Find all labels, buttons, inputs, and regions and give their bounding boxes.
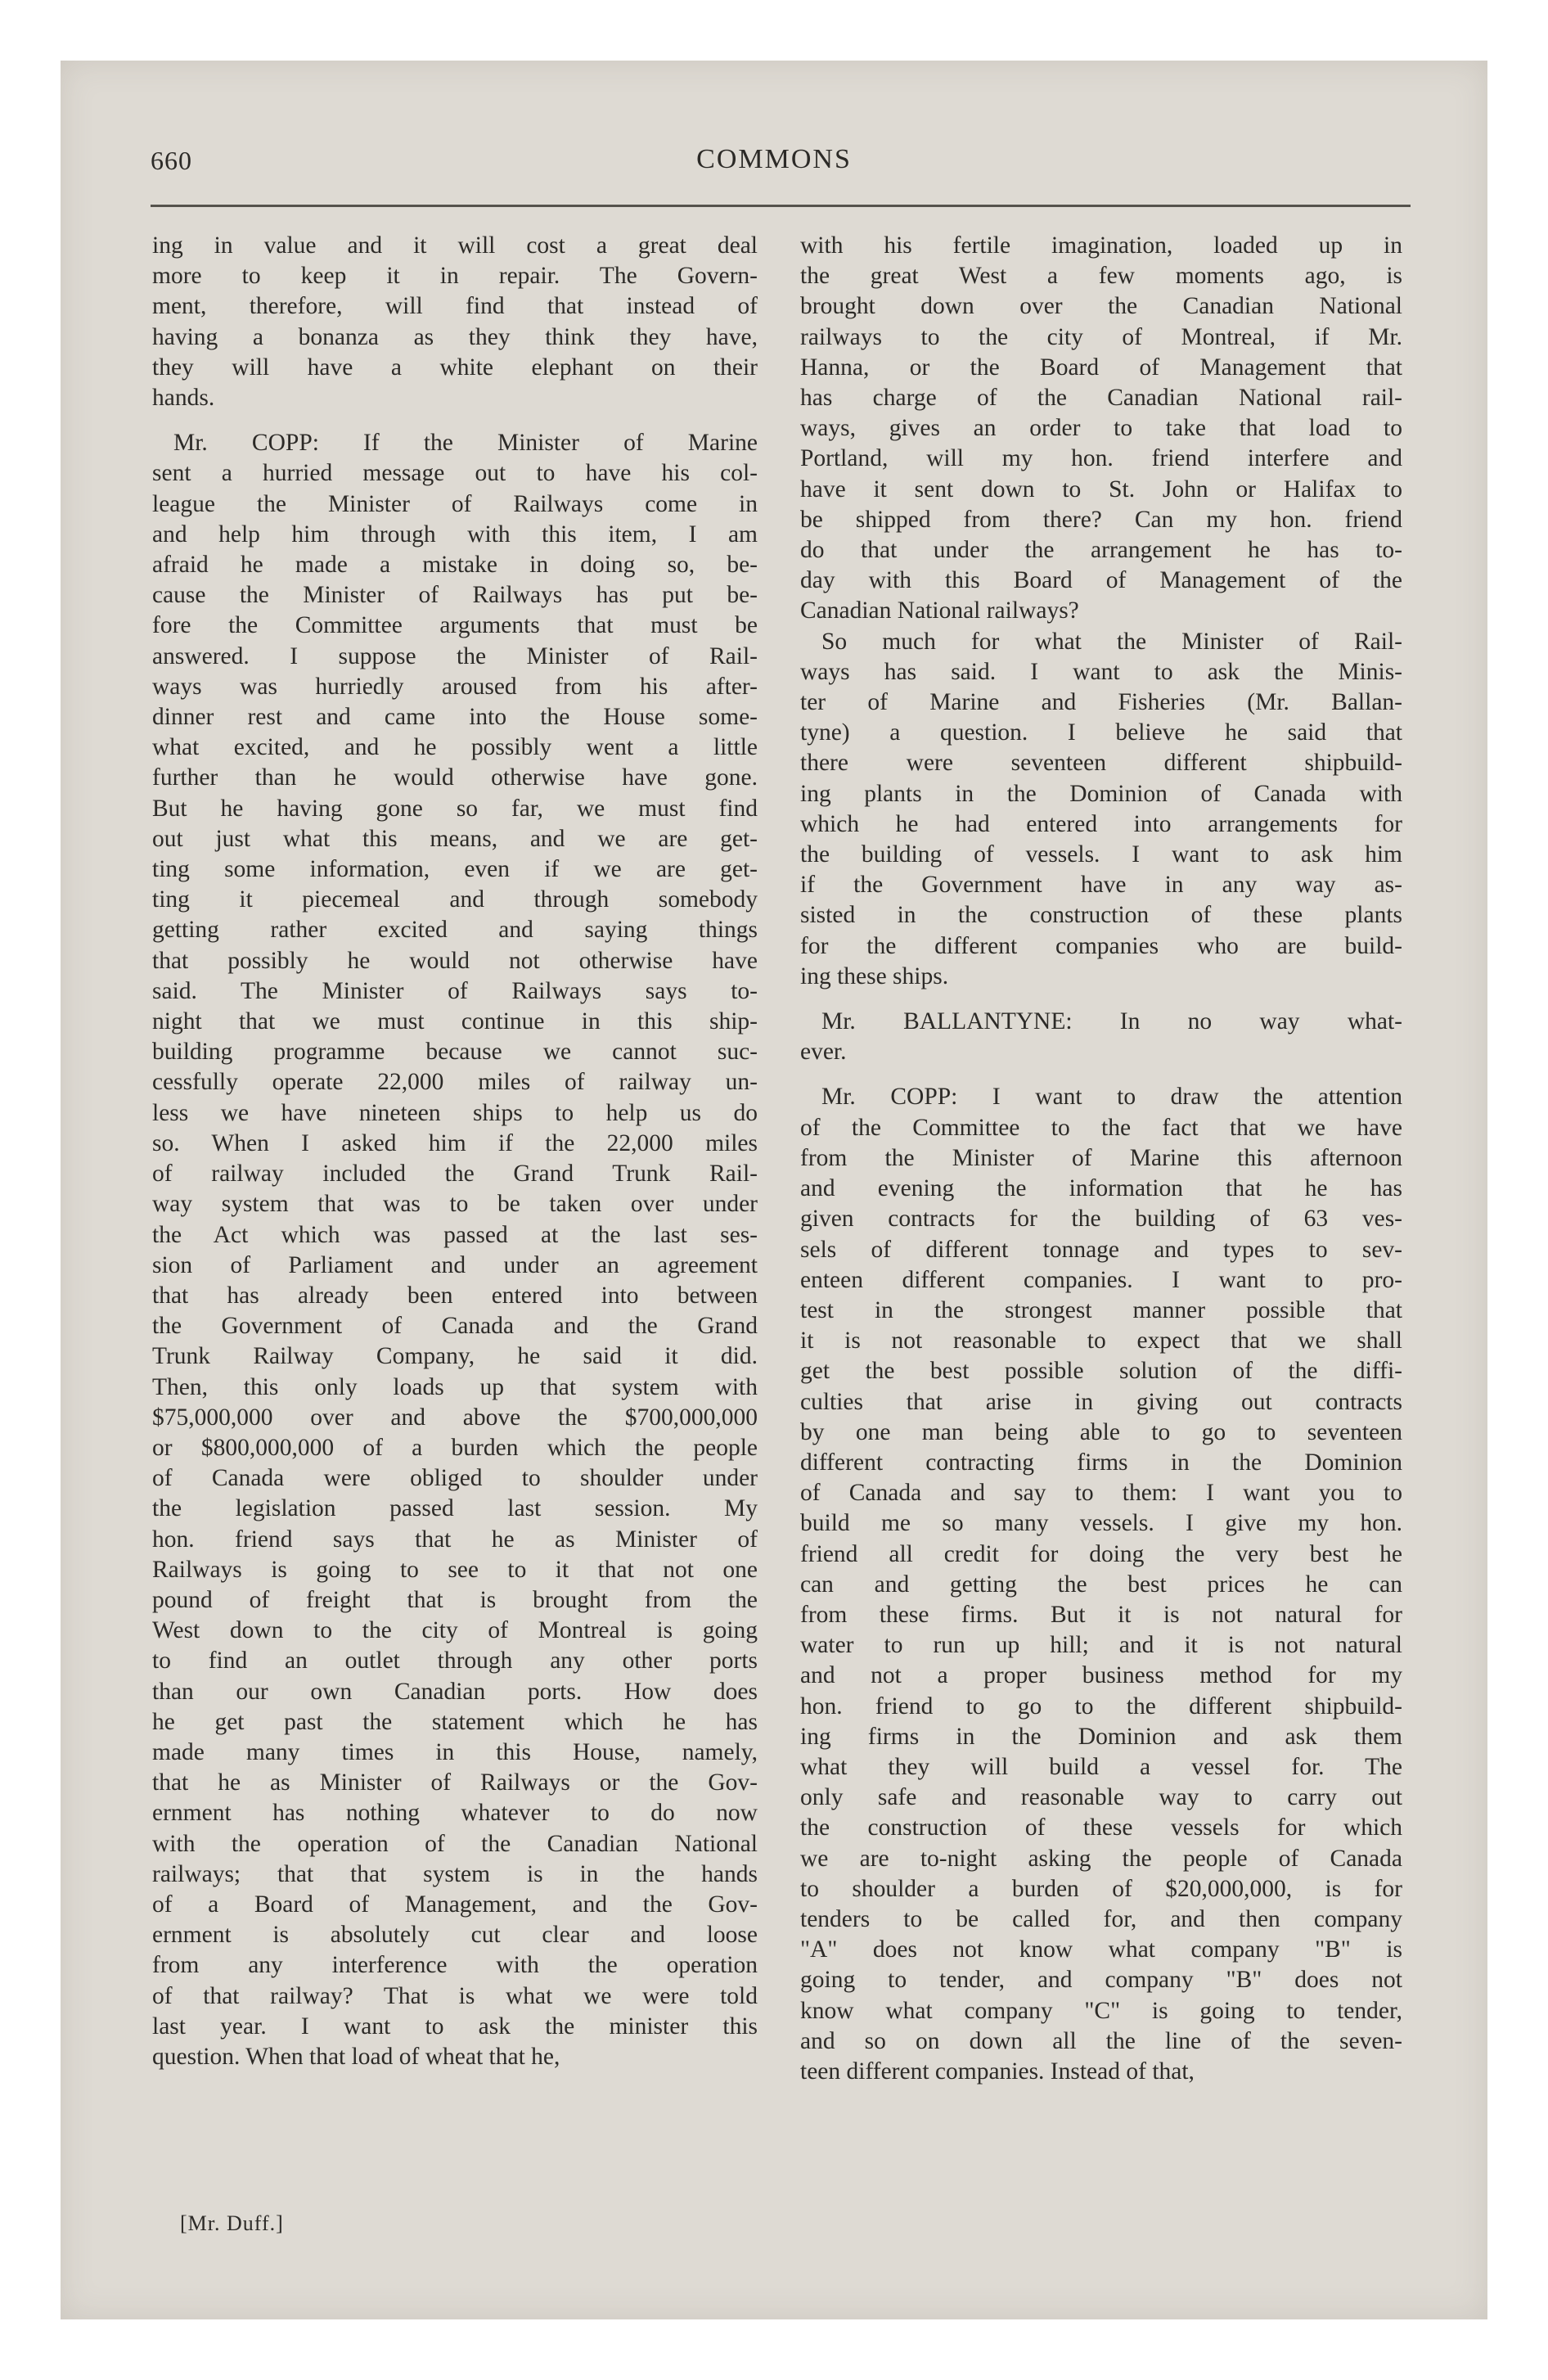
text-line: So much for what the Minister of Rail- [821, 628, 1402, 655]
right-column [800, 231, 1402, 2087]
text-line: we are to-night asking the people of Canada [800, 1845, 1402, 1872]
text-line: cessfully operate 22,000 miles of railway un- [152, 1069, 758, 1096]
text-line: Trunk Railway Company, he said it did. [152, 1343, 758, 1370]
text-line: Mr. COPP: I want to draw the attention [821, 1084, 1402, 1111]
text-line: day with this Board of Management of the [800, 567, 1402, 594]
text-line: get the best possible solution of the diffi- [800, 1358, 1402, 1385]
text-line: do that under the arrangement he has to- [800, 537, 1402, 564]
text-line: ter of Marine and Fisheries (Mr. Ballan- [800, 689, 1402, 716]
text-line: they will have a white elephant on their [152, 354, 758, 381]
text-line: than our own Canadian ports. How does [152, 1678, 758, 1705]
text-line: of Canada and say to them: I want you to [800, 1480, 1402, 1507]
text-line: ting some information, even if we are get- [152, 856, 758, 883]
page-number: 660 [151, 146, 192, 175]
text-line: hon. friend to go to the different shipbuild- [800, 1693, 1402, 1720]
text-line: of Canada were obliged to shoulder under [152, 1465, 758, 1492]
text-line: question. When that load of wheat that he, [152, 2043, 560, 2070]
paragraph-gap [152, 413, 758, 428]
text-line: West down to the city of Montreal is going [152, 1617, 758, 1644]
text-line: the Government of Canada and the Grand [152, 1313, 758, 1340]
text-line: less we have nineteen ships to help us do [152, 1099, 758, 1126]
text-line: from the Minister of Marine this afternoon [800, 1144, 1402, 1171]
text-line: of the Committee to the fact that we have [800, 1114, 1402, 1141]
text-line: sion of Parliament and under an agreement [152, 1251, 758, 1278]
text-line: ment, therefore, will find that instead of [152, 293, 758, 320]
text-line: "A" does not know what company "B" is [800, 1936, 1402, 1963]
header-rule [151, 205, 1411, 207]
text-line: and help him through with this item, I am [152, 521, 758, 548]
text-line: said. The Minister of Railways says to- [152, 977, 758, 1004]
text-line: and not a proper business method for my [800, 1662, 1402, 1689]
text-line: Mr. BALLANTYNE: In no way what- [821, 1008, 1402, 1035]
text-line: ing firms in the Dominion and ask them [800, 1723, 1402, 1750]
text-line: But he having gone so far, we must find [152, 795, 758, 822]
text-line: ting it piecemeal and through somebody [152, 886, 758, 913]
text-line: know what company "C" is going to tender, [800, 1997, 1402, 2024]
text-line: culties that arise in giving out contracts [800, 1388, 1402, 1415]
text-line: building programme because we cannot suc- [152, 1039, 758, 1066]
text-line: have it sent down to St. John or Halifax to [800, 476, 1402, 503]
speaker-reference: [Mr. Duff.] [180, 2211, 284, 2235]
text-line: dinner rest and came into the House some- [152, 704, 758, 731]
text-line: brought down over the Canadian National [800, 293, 1402, 320]
text-line: it is not reasonable to expect that we shall [800, 1327, 1402, 1355]
text-line: with his fertile imagination, loaded up in [800, 232, 1402, 259]
text-line: getting rather excited and saying things [152, 917, 758, 944]
text-line: pound of freight that is brought from the [152, 1586, 758, 1613]
text-line: way system that was to be taken over under [152, 1191, 758, 1218]
text-line: the legislation passed last session. My [152, 1495, 758, 1522]
text-line: only safe and reasonable way to carry out [800, 1784, 1402, 1811]
text-line: railways to the city of Montreal, if Mr. [800, 323, 1402, 350]
text-line: hands. [152, 385, 215, 412]
text-line: if the Government have in any way as- [800, 872, 1402, 899]
text-line: ing plants in the Dominion of Canada with [800, 780, 1402, 807]
text-line: by one man being able to go to seventeen [800, 1418, 1402, 1445]
text-line: ways, gives an order to take that load to [800, 415, 1402, 442]
text-line: cause the Minister of Railways has put be- [152, 582, 758, 609]
text-line: last year. I want to ask the minister this [152, 2013, 758, 2040]
text-line: fore the Committee arguments that must be [152, 612, 758, 639]
text-line: enteen different companies. I want to pro- [800, 1266, 1402, 1293]
text-line: given contracts for the building of 63 ves- [800, 1206, 1402, 1233]
text-line: and evening the information that he has [800, 1175, 1402, 1202]
text-line: and so on down all the line of the seven- [800, 2027, 1402, 2054]
text-line: or $800,000,000 of a burden which the people [152, 1434, 758, 1461]
text-line: different contracting firms in the Dominion [800, 1449, 1402, 1476]
text-line: Portland, will my hon. friend interfere and [800, 445, 1402, 472]
text-line: to shoulder a burden of $20,000,000, is for [800, 1875, 1402, 1902]
text-line: build me so many vessels. I give my hon. [800, 1510, 1402, 1537]
text-line: from these firms. But it is not natural for [800, 1601, 1402, 1628]
paragraph-gap [800, 992, 1402, 1007]
text-line: made many times in this House, namely, [152, 1738, 758, 1765]
text-line: having a bonanza as they think they have, [152, 323, 758, 350]
text-line: has charge of the Canadian National rail- [800, 385, 1402, 412]
text-line: ing in value and it will cost a great deal [152, 232, 758, 259]
text-line: water to run up hill; and it is not natural [800, 1632, 1402, 1659]
text-line: ways was hurriedly aroused from his after- [152, 673, 758, 700]
text-line: the construction of these vessels for which [800, 1814, 1402, 1841]
text-line: Hanna, or the Board of Management that [800, 354, 1402, 381]
text-line: tyne) a question. I believe he said that [800, 719, 1402, 746]
text-line: from any interference with the operation [152, 1952, 758, 1979]
text-line: what excited, and he possibly went a little [152, 734, 758, 761]
text-line: be shipped from there? Can my hon. friend [800, 506, 1402, 533]
text-line: Railways is going to see to it that not one [152, 1556, 758, 1583]
text-line: to find an outlet through any other ports [152, 1648, 758, 1675]
text-line: Canadian National railways? [800, 597, 1079, 624]
text-line: there were seventeen different shipbuild- [800, 750, 1402, 777]
text-line: league the Minister of Railways come in [152, 490, 758, 517]
text-line: ernment is absolutely cut clear and loose [152, 1922, 758, 1949]
text-line: sisted in the construction of these plants [800, 902, 1402, 929]
text-line: ever. [800, 1039, 847, 1066]
text-line: sels of different tonnage and types to sev- [800, 1236, 1402, 1263]
text-line: that possibly he would not otherwise have [152, 947, 758, 974]
text-line: night that we must continue in this ship- [152, 1008, 758, 1035]
text-line: of railway included the Grand Trunk Rail- [152, 1161, 758, 1188]
text-line: afraid he made a mistake in doing so, be- [152, 552, 758, 579]
text-line: $75,000,000 over and above the $700,000,000 [152, 1404, 758, 1431]
left-column [152, 231, 758, 2072]
text-line: tenders to be called for, and then company [800, 1905, 1402, 1932]
text-line: the great West a few moments ago, is [800, 263, 1402, 290]
text-line: so. When I asked him if the 22,000 miles [152, 1129, 758, 1156]
text-line: can and getting the best prices he can [800, 1571, 1402, 1598]
text-line: more to keep it in repair. The Govern- [152, 263, 758, 290]
text-line: out just what this means, and we are get- [152, 825, 758, 852]
text-line: with the operation of the Canadian National [152, 1830, 758, 1857]
text-line: sent a hurried message out to have his col- [152, 460, 758, 487]
text-line: for the different companies who are build- [800, 932, 1402, 959]
text-line: the Act which was passed at the last ses- [152, 1221, 758, 1248]
text-line: Mr. COPP: If the Minister of Marine [173, 430, 758, 457]
text-line: test in the strongest manner possible that [800, 1296, 1402, 1323]
text-line: that has already been entered into between [152, 1282, 758, 1309]
text-line: going to tender, and company "B" does not [800, 1967, 1402, 1994]
text-line: ways has said. I want to ask the Minis- [800, 658, 1402, 685]
text-line: he get past the statement which he has [152, 1708, 758, 1735]
text-line: which he had entered into arrangements for [800, 810, 1402, 837]
text-line: the building of vessels. I want to ask him [800, 841, 1402, 868]
paragraph-gap [800, 1067, 1402, 1082]
text-line: of a Board of Management, and the Gov- [152, 1891, 758, 1918]
text-line: ernment has nothing whatever to do now [152, 1800, 758, 1827]
text-line: of that railway? That is what we were told [152, 1982, 758, 2009]
text-line: friend all credit for doing the very best he [800, 1540, 1402, 1567]
text-line: Then, this only loads up that system with [152, 1373, 758, 1400]
text-line: answered. I suppose the Minister of Rail- [152, 642, 758, 669]
text-line: ing these ships. [800, 962, 949, 989]
text-line: that he as Minister of Railways or the Gov- [152, 1769, 758, 1796]
running-head: COMMONS [696, 144, 852, 174]
text-line: teen different companies. Instead of that, [800, 2058, 1195, 2085]
text-line: railways; that that system is in the hands [152, 1860, 758, 1887]
text-line: what they will build a vessel for. The [800, 1753, 1402, 1780]
text-line: further than he would otherwise have gone. [152, 764, 758, 791]
text-line: hon. friend says that he as Minister of [152, 1526, 758, 1553]
